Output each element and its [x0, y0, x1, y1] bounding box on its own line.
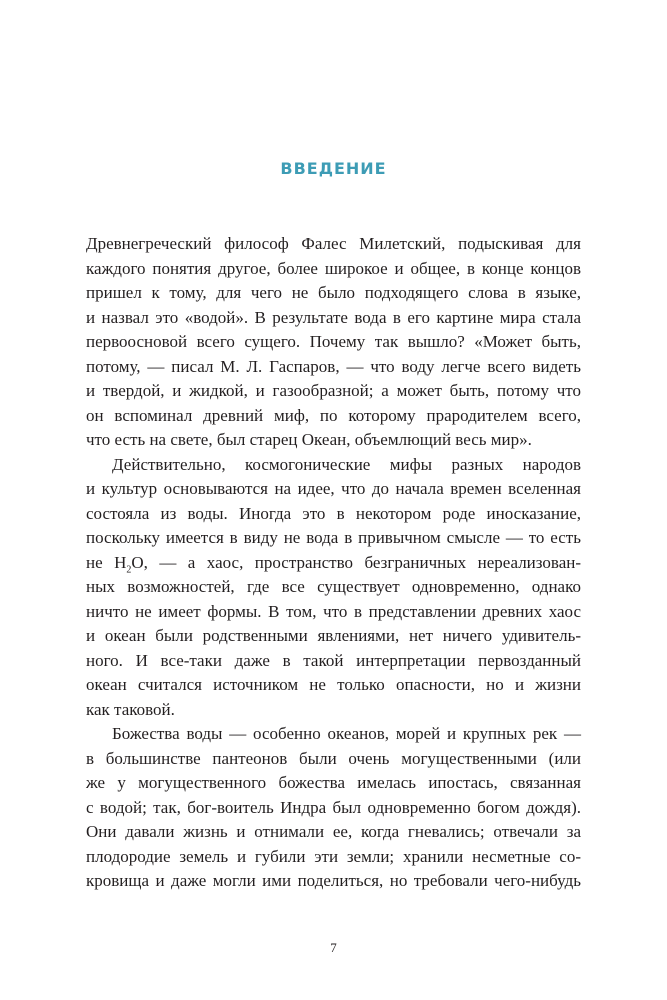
text-line: Древнегреческий философ Фалес Милетский, подыскивая для — [86, 234, 581, 253]
h2o-rest: O, — а хаос, пространство безграничных нереализован- — [131, 552, 581, 572]
text-line: же у могущественного божества имелась ипостась, связанная — [86, 773, 581, 792]
paragraph-2 — [86, 453, 581, 723]
text-line: в большинстве пантеонов были очень могущественными (или — [86, 748, 581, 768]
paragraph-3 — [86, 722, 581, 894]
text-line: Они давали жизнь и отнимали ее, когда гневались; отвечали за — [86, 822, 581, 841]
text-line: и твердой, и жидкой, и газообразной; а может быть, потому что — [86, 381, 581, 400]
text-line: с водой; так, бог-воитель Индра был одновременно богом дождя). — [86, 797, 581, 817]
h2o-subscript: 2 — [126, 563, 132, 575]
text-line: как таковой. — [86, 699, 175, 719]
text-line: и назвал это «водой». В результате вода в его картине мира стала — [86, 307, 581, 327]
text-line: что есть на свете, был старец Океан, объемлющий весь мир». — [86, 430, 532, 449]
text-line: каждого понятия другое, более широкое и общее, в конце концов — [86, 258, 581, 278]
h2o-prefix: не H — [86, 552, 127, 572]
chapter-title: ВВЕДЕНИЕ — [280, 159, 387, 178]
text-line: он вспоминал древний миф, по которому прародителем всего, — [86, 405, 581, 425]
text-line: ничто не имеет формы. В том, что в представлении древних хаос — [86, 601, 581, 621]
text-line: океан считался источником не только опасности, но и жизни — [86, 675, 581, 694]
text-line: и культур основываются на идее, что до начала времен вселенная — [86, 479, 581, 498]
text-line: ного. И все-таки даже в такой интерпретации первозданный — [86, 650, 581, 670]
text-line: ных возможностей, где все существует одновременно, однако — [86, 577, 581, 596]
text-line: Действительно, космогонические мифы разных народов — [112, 454, 581, 474]
page-number: 7 — [330, 940, 337, 955]
text-line: кровища и даже могли ими поделиться, но требовали чего-нибудь — [86, 871, 581, 890]
text-line: поскольку имеется в виду не вода в привычном смысле — то есть — [86, 528, 581, 547]
text-line: Божества воды — особенно океанов, морей и крупных рек — — [112, 724, 581, 743]
text-line: состояла из воды. Иногда это в некотором роде иносказание, — [86, 503, 581, 523]
text-line: пришел к тому, для чего не было подходящего слова в языке, — [86, 283, 581, 302]
text-line: первоосновой всего сущего. Почему так вышло? «Может быть, — [86, 332, 581, 351]
paragraph-1 — [86, 232, 581, 453]
text-line-h2o — [86, 551, 581, 576]
text-line: и океан были родственными явлениями, нет ничего удивитель- — [86, 626, 581, 645]
text-line: потому, — писал М. Л. Гаспаров, — что воду легче всего видеть — [86, 356, 581, 376]
body-text — [86, 232, 581, 894]
text-line: плодородие земель и губили эти земли; хранили несметные со- — [86, 846, 581, 866]
